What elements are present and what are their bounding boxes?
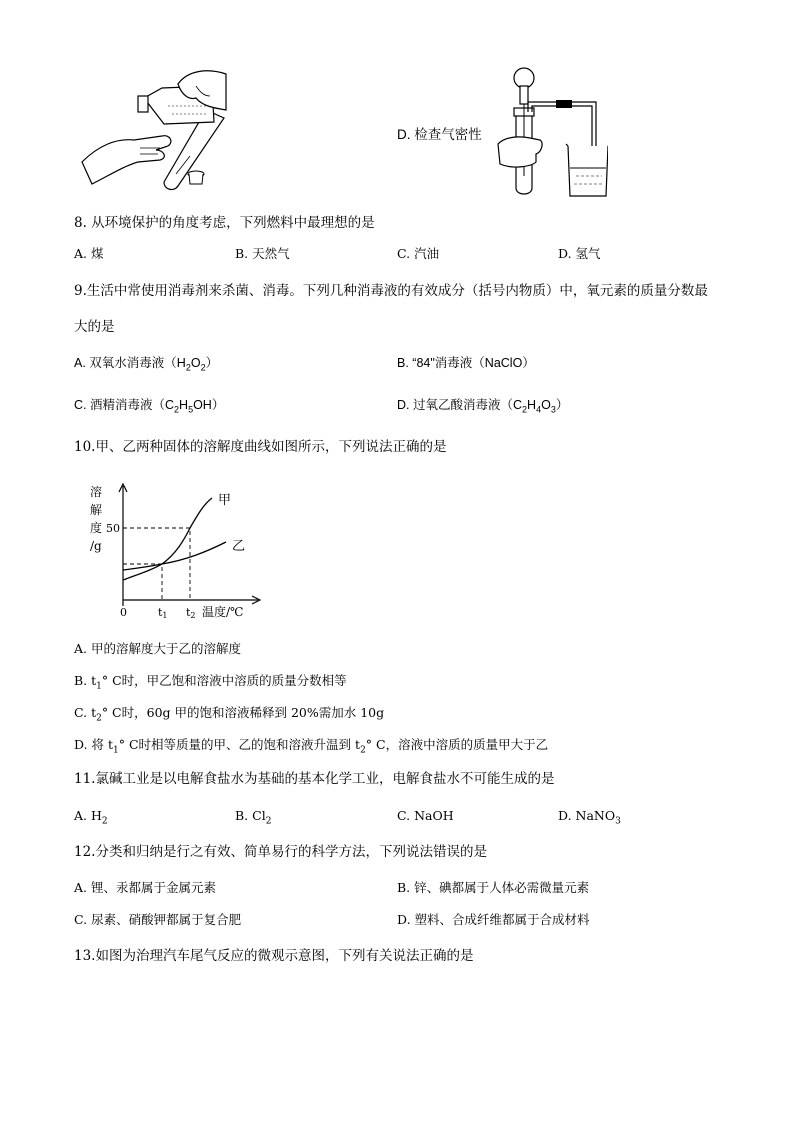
y-label-4: /g bbox=[90, 539, 102, 553]
series-label-yi: 乙 bbox=[232, 539, 246, 554]
curve-yi bbox=[123, 542, 226, 570]
q12-option-c: C. 尿素、硝酸钾都属于复合肥 bbox=[74, 912, 242, 927]
y-tick-50: 50 bbox=[106, 522, 120, 535]
q12-option-d: D. 塑料、合成纤维都属于合成材料 bbox=[397, 912, 590, 927]
q11-option-d: D. NaNO$_3$ bbox=[558, 808, 621, 827]
y-label-2: 解 bbox=[90, 503, 103, 517]
airtightness-apparatus bbox=[496, 66, 608, 198]
q9-stem-line2: 大的是 bbox=[74, 319, 115, 335]
q10-option-a: A. 甲的溶解度大于乙的溶解度 bbox=[74, 641, 241, 656]
q11-option-c: C. NaOH bbox=[397, 808, 454, 823]
x-label: 温度/℃ bbox=[202, 605, 244, 619]
q9-option-c: C. 酒精消毒液$(C_2H_5OH)$ bbox=[74, 398, 225, 415]
x-tick-t2: t2 bbox=[186, 606, 196, 620]
q7-option-d: D. 检查气密性 bbox=[397, 127, 482, 142]
q10-stem: 10.甲、乙两种固体的溶解度曲线如图所示，下列说法正确的是 bbox=[74, 439, 447, 455]
q8-option-d: D. 氢气 bbox=[558, 246, 601, 261]
q8-option-b: B. 天然气 bbox=[235, 246, 290, 261]
beaker bbox=[568, 146, 608, 196]
q11-option-a: A. $H_2$ bbox=[74, 808, 108, 827]
q9-option-d: D. 过氧乙酸消毒液$(C_2H_4O_3)$ bbox=[397, 398, 569, 415]
bottle-stopper bbox=[188, 171, 204, 184]
left-hand bbox=[82, 136, 171, 184]
q8-option-c: C. 汽油 bbox=[397, 246, 440, 261]
y-label-3: 度 bbox=[90, 521, 103, 535]
q8-option-a: A. 煤 bbox=[74, 246, 104, 261]
q10-option-b: B. $t_1^\circ$ C时，甲乙饱和溶液中溶质的质量分数相等 bbox=[74, 673, 347, 692]
x-tick-0: 0 bbox=[120, 606, 127, 619]
q9-stem-line1: 9.生活中常使用消毒剂来杀菌、消毒。下列几种消毒液的有效成分（括号内物质）中，氧元素的质量分数最 bbox=[74, 283, 708, 299]
q8-stem: 8. 从环境保护的角度考虑，下列燃料中最理想的是 bbox=[74, 215, 375, 231]
hand bbox=[498, 137, 542, 167]
q13-stem: 13.如图为治理汽车尾气反应的微观示意图，下列有关说法正确的是 bbox=[74, 948, 474, 964]
x-tick-t1: t1 bbox=[158, 606, 168, 620]
q10-option-c: C. $t_2^\circ$ C时，60g 甲的饱和溶液稀释到 20%需加水 10g bbox=[74, 705, 385, 724]
q11-stem: 11.氯碱工业是以电解食盐水为基础的基本化学工业，电解食盐水不可能生成的是 bbox=[74, 771, 555, 787]
q12-stem: 12.分类和归纳是行之有效、简单易行的科学方法，下列说法错误的是 bbox=[74, 844, 487, 860]
q11-option-b: B. $Cl_2$ bbox=[235, 808, 272, 827]
series-label-jia: 甲 bbox=[218, 493, 232, 508]
y-label-1: 溶 bbox=[90, 485, 103, 499]
q12-option-b: B. 锌、碘都属于人体必需微量元素 bbox=[397, 880, 590, 895]
pouring-liquid-illustration bbox=[78, 66, 228, 194]
q12-option-a: A. 锂、汞都属于金属元素 bbox=[74, 880, 216, 895]
q9-option-b: B. “84"消毒液（NaClO） bbox=[397, 356, 535, 370]
q9-option-a: A. 双氧水消毒液$(H_2O_2)$ bbox=[74, 356, 219, 373]
solubility-chart bbox=[84, 478, 264, 622]
q10-option-d: D. 将 $t_1^\circ$ C时相等质量的甲、乙的饱和溶液升温到 $t_2^\circ$ C，溶液中溶质的质量甲大于乙 bbox=[74, 737, 549, 756]
